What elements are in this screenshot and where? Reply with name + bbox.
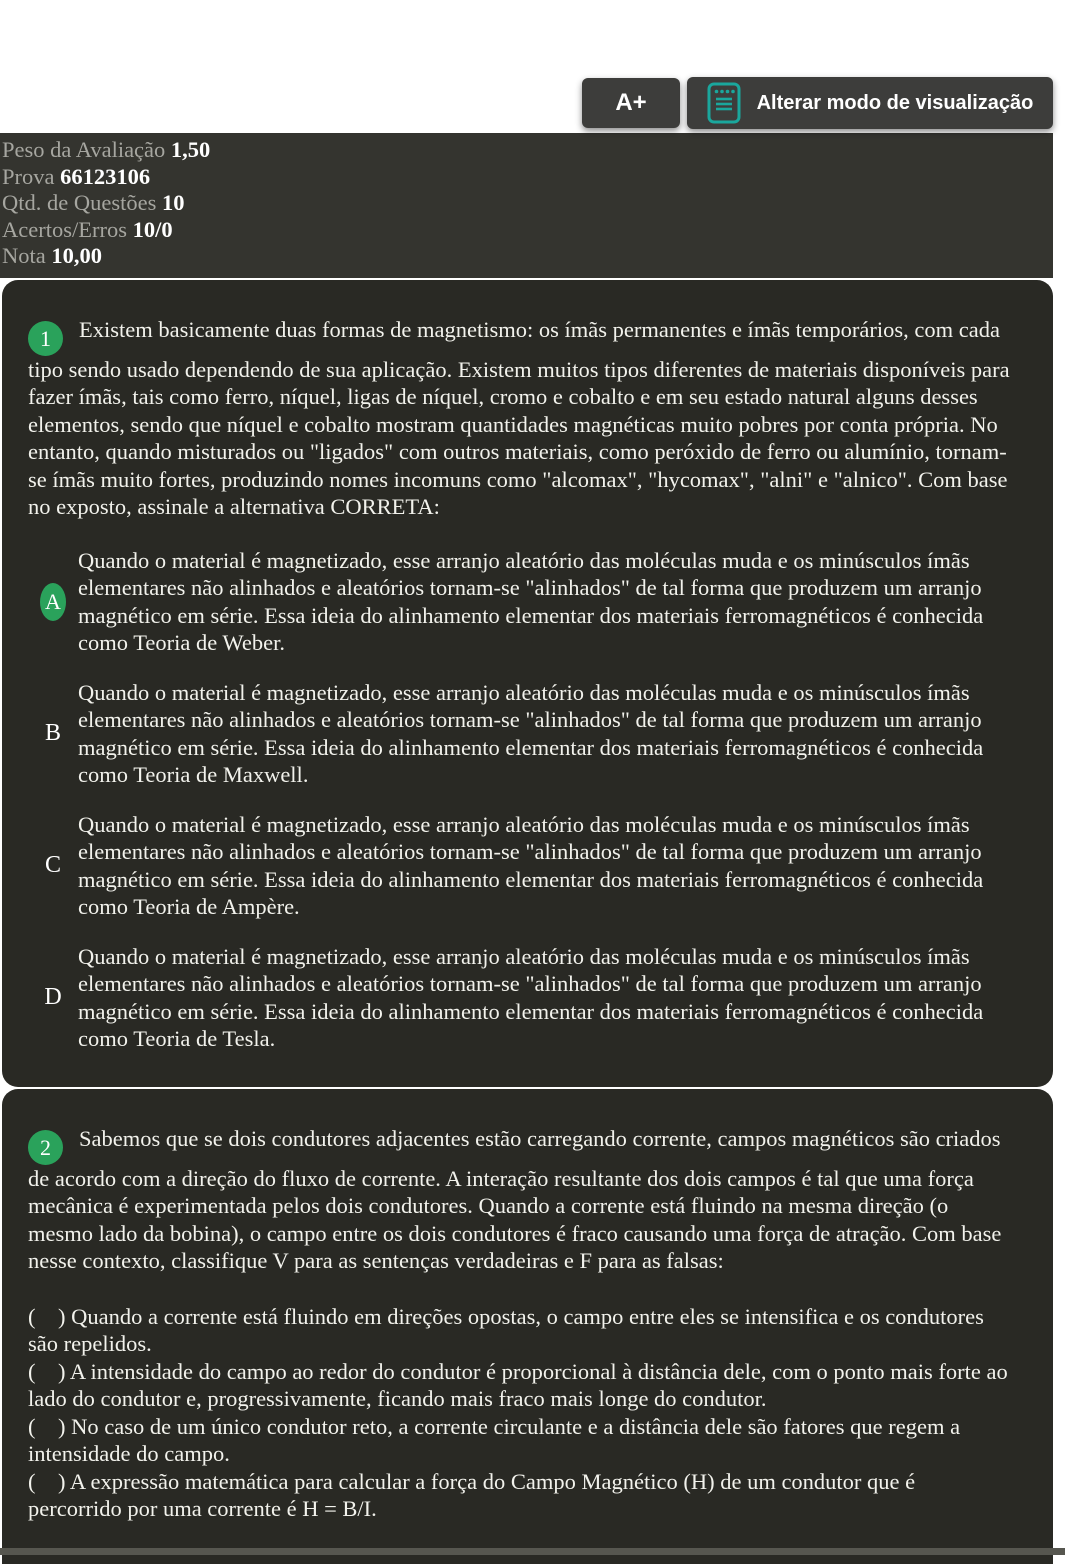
option-c[interactable] [28, 811, 1011, 921]
option-b[interactable] [28, 679, 1011, 789]
vf-statement-2: ( ) A intensidade do campo ao redor do condutor é proporcional à distância dele, com o ponto mais forte ao lado do condutor e, progressivamente, ficando mais fraco mais longe do condutor. [28, 1358, 1014, 1411]
option-letter-cell [28, 984, 78, 1012]
change-view-mode-button[interactable] [687, 77, 1053, 129]
meta-row-prova [2, 164, 1053, 191]
vf-statement-4: ( ) A expressão matemática para calcular a força do Campo Magnético (H) de um condutor que é percorrido por uma corrente é H = B/I. [28, 1468, 921, 1521]
meta-label: Nota [2, 243, 46, 268]
change-view-mode-label: Alterar modo de visualização [756, 91, 1034, 114]
option-b-letter: B [44, 719, 61, 746]
meta-label: Prova [2, 163, 55, 189]
meta-row-acertos-erros [2, 217, 1053, 244]
question-statement: Existem basicamente duas formas de magnetismo: os ímãs permanentes e ímãs temporários, com cada tipo sendo usado dependendo de sua aplicação. Existem muitos tipos diferentes de materiais disponíveis para fazer ímãs, tais como ferro, níquel, ligas de níquel, cromo e cobalto e em seu estado natural alguns desses elementos, sendo que níquel e cobalto mostram quantidades magnéticas muito pobres por conta própria. No entanto, quando misturados ou "ligados" com outros materiais, como peróxido de ferro ou alumínio, tornam-se ímãs muito fortes, produzindo nomes incomuns como "alcomax", "hycomax", "alni" e "alnico". Com base no exposto, assinale a alternativa CORRETA: [28, 316, 1010, 519]
option-d-letter: D [44, 983, 62, 1010]
option-letter-cell [28, 852, 78, 880]
option-a-selected-badge: A [40, 583, 66, 621]
meta-value: 10,00 [51, 243, 102, 268]
question-1-options [28, 547, 1011, 1053]
option-b-text: Quando o material é magnetizado, esse arranjo aleatório das moléculas muda e os minúsculos ímãs elementares não alinhados e aleatórios tornam-se "alinhados" de tal forma que produzem um arranjo magnético em série. Essa ideia do alinhamento elementar dos materiais ferromagnéticos é conhecida como Teoria de Maxwell. [78, 679, 984, 787]
option-a-text: Quando o material é magnetizado, esse arranjo aleatório das moléculas muda e os minúsculos ímãs elementares não alinhados e aleatórios tornam-se "alinhados" de tal forma que produzem um arranjo magnético em série. Essa ideia do alinhamento elementar dos materiais ferromagnéticos é conhecida como Teoria de Weber. [78, 547, 984, 655]
meta-value: 1,50 [170, 137, 211, 162]
meta-label: Acertos/Erros [2, 216, 127, 242]
option-letter-cell [28, 720, 78, 748]
meta-label: Qtd. de Questões [2, 190, 157, 215]
question-2-text [28, 1125, 1011, 1275]
meta-label: Peso da Avaliação [2, 137, 166, 162]
option-letter-cell [28, 583, 78, 621]
option-d-text: Quando o material é magnetizado, esse arranjo aleatório das moléculas muda e os minúsculos ímãs elementares não alinhados e aleatórios tornam-se "alinhados" de tal forma que produzem um arranjo magnético em série. Essa ideia do alinhamento elementar dos materiais ferromagnéticos é conhecida como Teoria de Tesla. [78, 943, 984, 1051]
meta-value: 66123106 [60, 163, 151, 189]
page-header [0, 0, 1065, 133]
question-2-statements [28, 1303, 1014, 1523]
meta-value: 10/0 [132, 216, 173, 242]
vf-statement-3: ( ) No caso de um único condutor reto, a corrente circulante e a distância dele são fatores que regem a intensidade do campo. [28, 1413, 966, 1466]
bottom-edge-strip [0, 1548, 1065, 1555]
exam-metadata-bar [0, 133, 1053, 278]
document-list-icon [707, 82, 741, 124]
question-1-text [28, 316, 1011, 521]
option-d[interactable] [28, 943, 1011, 1053]
meta-value: 10 [161, 190, 185, 215]
meta-row-peso [2, 137, 1053, 164]
question-statement: Sabemos que se dois condutores adjacentes estão carregando corrente, campos magnéticos são criados de acordo com a direção do fluxo de corrente. A interação resultante dos dois campos é tal que uma força mecânica é experimentada pelos dois condutores. Quando a corrente está fluindo na mesma direção (o mesmo lado da bobina), o campo entre os dois condutores é fraco causando uma força de atração. Com base nesse contexto, classifique V para as sentenças verdadeiras e F para as falsas: [28, 1125, 1002, 1273]
meta-row-qtd-questoes [2, 190, 1053, 217]
vf-statement-1: ( ) Quando a corrente está fluindo em direções opostas, o campo entre eles se intensifica e os condutores são repelidos. [28, 1303, 990, 1356]
option-c-text: Quando o material é magnetizado, esse arranjo aleatório das moléculas muda e os minúsculos ímãs elementares não alinhados e aleatórios tornam-se "alinhados" de tal forma que produzem um arranjo magnético em série. Essa ideia do alinhamento elementar dos materiais ferromagnéticos é conhecida como Teoria de Ampère. [78, 811, 984, 919]
meta-row-nota [2, 243, 1053, 270]
question-card-2 [2, 1089, 1053, 1564]
option-c-letter: C [44, 851, 61, 878]
question-number-badge: 1 [28, 321, 63, 356]
increase-font-size-button[interactable]: A+ [582, 78, 680, 128]
question-number-badge: 2 [28, 1130, 63, 1165]
question-card-1 [2, 280, 1053, 1087]
option-a[interactable] [28, 547, 1011, 657]
